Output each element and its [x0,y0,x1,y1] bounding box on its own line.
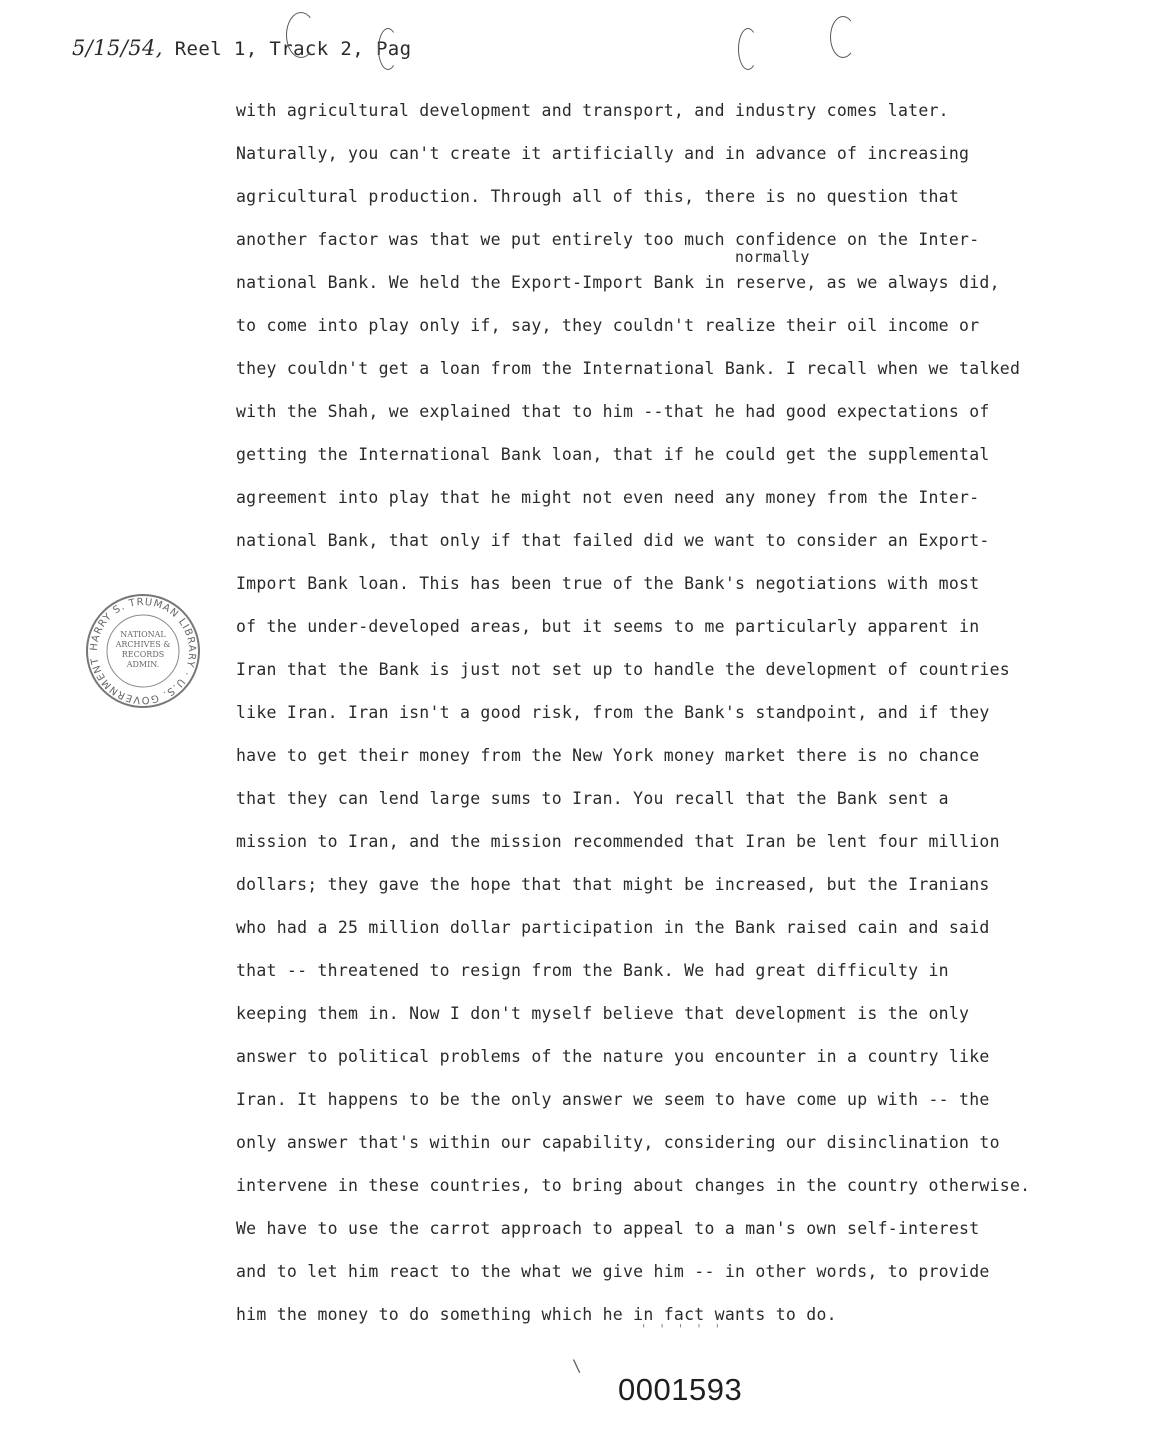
stamp-ring-text: HARRY S. TRUMAN LIBRARY · U.S. GOVERNMENT [88,596,198,706]
text-line: Iran. It happens to be the only answer we seem to have come up with -- the [236,1090,990,1109]
text-line: who had a 25 million dollar participation in the Bank raised cain and said [236,918,990,937]
text-line: to come into play only if, say, they couldn't realize their oil income or [236,316,980,335]
header-date: 5/15/54, [72,36,163,60]
text-line: Naturally, you can't create it artificially and in advance of increasing [236,144,970,163]
archive-stamp [84,592,202,710]
stamp-center-line: ADMIN. [126,660,160,669]
stamp-center-line: NATIONAL [120,630,166,639]
text-line: and to let him react to the what we give him -- in other words, to provide [236,1262,990,1281]
page-header [72,36,411,60]
punch-hole-mark [830,16,856,58]
page-number: 0001593 [618,1372,743,1407]
punch-hole-mark [738,28,758,70]
text-line: with agricultural development and transport, and industry comes later. [236,101,949,120]
archive-stamp-graphic [84,592,202,710]
text-line: only answer that's within our capability, considering our disinclination to [236,1133,1000,1152]
text-line: intervene in these countries, to bring about changes in the country otherwise. [236,1176,1031,1195]
text-line: dollars; they gave the hope that that might be increased, but the Iranians [236,875,990,894]
punch-hole-mark [286,12,316,58]
text-line: Iran that the Bank is just not set up to handle the development of countries [236,660,1010,679]
text-line: they couldn't get a loan from the International Bank. I recall when we talked [236,359,1021,378]
text-line: keeping them in. Now I don't myself believe that development is the only [236,1004,970,1023]
text-line: with the Shah, we explained that to him --that he had good expectations of [236,402,990,421]
pencil-tick-mark: \ [572,1356,582,1375]
ink-specks: ' ' ' ' ' [640,1322,724,1336]
text-line: him the money to do something which he in fact wants to do. [236,1305,837,1324]
header-reel-track: Reel 1, Track 2, Pag [174,38,412,60]
text-line: like Iran. Iran isn't a good risk, from the Bank's standpoint, and if they [236,703,990,722]
text-line: getting the International Bank loan, that if he could get the supplemental [236,445,990,464]
handwritten-annotation: normally [735,248,810,266]
text-line: mission to Iran, and the mission recommended that Iran be lent four million [236,832,1000,851]
text-line: of the under-developed areas, but it seems to me particularly apparent in [236,617,980,636]
text-line: agricultural production. Through all of this, there is no question that [236,187,960,206]
text-line: another factor was that we put entirely too much confidence on the Inter- [236,230,980,249]
punch-hole-mark [378,28,398,70]
text-line: agreement into play that he might not even need any money from the Inter- [236,488,980,507]
stamp-center-line: ARCHIVES & [115,640,171,649]
text-line: have to get their money from the New York money market there is no chance [236,746,980,765]
text-line: that they can lend large sums to Iran. You recall that the Bank sent a [236,789,949,808]
text-line: national Bank, that only if that failed did we want to consider an Export- [236,531,990,550]
text-line: answer to political problems of the nature you encounter in a country like [236,1047,990,1066]
transcript-body [236,96,1096,1343]
text-line: that -- threatened to resign from the Bank. We had great difficulty in [236,961,949,980]
text-line: national Bank. We held the Export-Import Bank in reserve, as we always did, [236,273,1000,292]
text-line: Import Bank loan. This has been true of the Bank's negotiations with most [236,574,980,593]
text-line: We have to use the carrot approach to appeal to a man's own self-interest [236,1219,980,1238]
stamp-center-line: RECORDS [121,650,165,659]
